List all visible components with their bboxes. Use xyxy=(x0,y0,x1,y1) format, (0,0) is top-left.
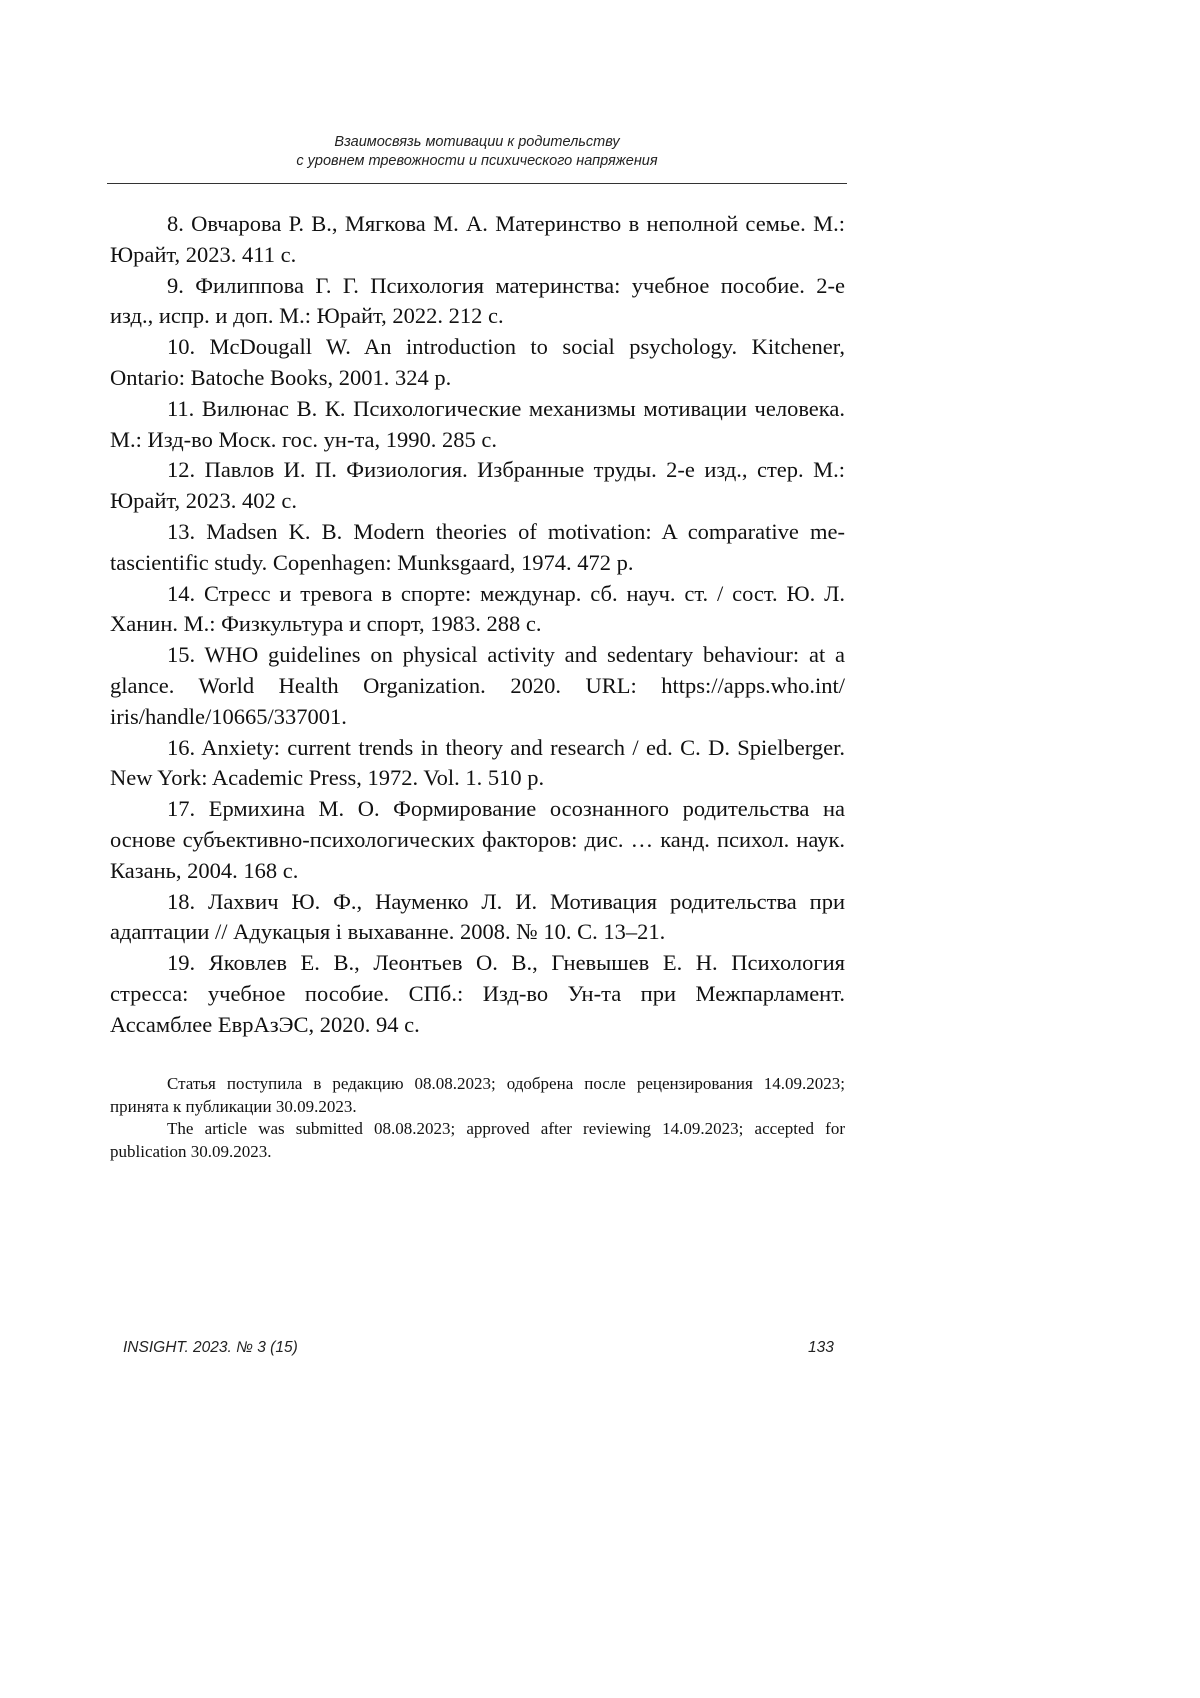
reference-16: 16. Anxiety: current trends in theory and research / ed. C. D. Spielberger. New York: Academic Press, 1972. Vol. 1. 510 p. xyxy=(110,734,845,791)
page-number: 133 xyxy=(808,1339,834,1356)
running-header-line-2: с уровнем тревожности и психического напряжения xyxy=(296,153,658,169)
reference-8: 8. Овчарова Р. В., Мягкова М. А. Материнство в неполной семье. М.: Юрайт, 2023. 411 с. xyxy=(110,211,845,267)
reference-18: 18. Лахвич Ю. Ф., Науменко Л. И. Мотивация родительства при адаптации // Адукацыя і выхаванне. 2008. № 10. С. 13–21. xyxy=(110,888,845,945)
article-dates xyxy=(110,1073,845,1163)
journal-footer: INSIGHT. 2023. № 3 (15) xyxy=(123,1339,298,1356)
reference-19: 19. Яковлев Е. В., Леонтьев О. В., Гневышев Е. Н. Психология стресса: учебное пособие. СПб.: Изд-во Ун-та при Межпарламент. Ассамблее ЕврАзЭС, 2020. 94 с. xyxy=(110,950,845,1037)
running-header-line-1: Взаимосвязь мотивации к родительству xyxy=(334,134,620,150)
reference-15: 15. WHO guidelines on physical activity and sedentary behaviour: at a glance. World Health Organization. 2020. URL: https://apps.who.int/ iris/handle/10665/337001. xyxy=(110,642,845,729)
reference-12: 12. Павлов И. П. Физиология. Избранные труды. 2-е изд., стер. М.: Юрайт, 2023. 402 с. xyxy=(110,457,845,514)
reference-11: 11. Вилюнас В. К. Психологические механизмы мотивации человека. М.: Изд-во Моск. гос. ун-та, 1990. 285 с. xyxy=(110,395,845,452)
article-dates-en: The article was submitted 08.08.2023; approved after reviewing 14.09.2023; accepted for publication 30.09.2023. xyxy=(110,1119,845,1161)
article-dates-ru: Статья поступила в редакцию 08.08.2023; одобрена после рецензирования 14.09.2023; принята к публикации 30.09.2023. xyxy=(110,1074,845,1116)
header-rule xyxy=(107,183,847,184)
reference-10: 10. McDougall W. An introduction to social psychology. Kitchener, Ontario: Batoche Books, 2001. 324 p. xyxy=(110,334,845,390)
reference-14: 14. Стресс и тревога в спорте: междунар. сб. науч. ст. / сост. Ю. Л. Ханин. М.: Физкультура и спорт, 1983. 288 с. xyxy=(110,580,845,637)
running-header xyxy=(107,133,847,171)
reference-list xyxy=(110,209,845,1041)
reference-17: 17. Ермихина М. О. Формирование осознанного родительства на основе субъективно-психологических факторов: дис. … канд. психол. наук. Казань, 2004. 168 с. xyxy=(110,796,845,883)
reference-13: 13. Madsen K. B. Modern theories of motivation: A comparative metascientific study. Copenhagen: Munksgaard, 1974. 472 p. xyxy=(110,518,845,575)
reference-9: 9. Филиппова Г. Г. Психология материнства: учебное пособие. 2-е изд., испр. и доп. М.: Юрайт, 2022. 212 с. xyxy=(110,272,845,329)
